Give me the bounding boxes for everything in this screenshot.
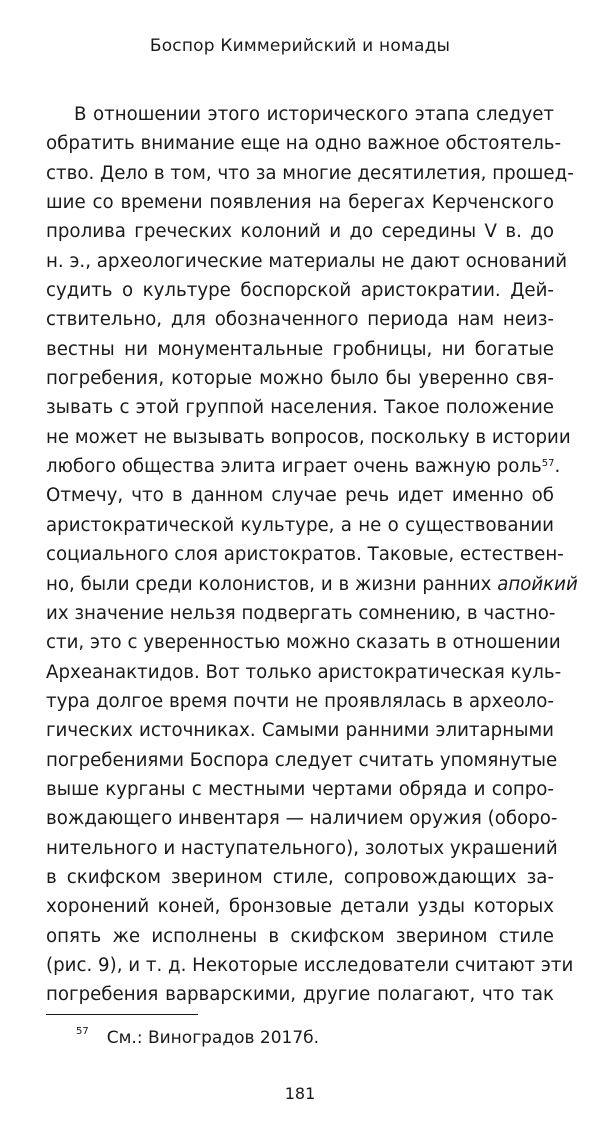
text-line: погребениями Боспора следует считать упомянутые [46, 749, 558, 771]
text-line: ство. Дело в том, что за многие десятилетия, прошед- [46, 162, 574, 184]
footnote-divider [46, 1014, 198, 1015]
text-line: судить о культуре боспорской аристократии. Дей- [46, 280, 554, 302]
text-line: выше курганы с местными чертами обряда и сопро- [46, 778, 554, 800]
footnote-number: 57 [76, 1026, 89, 1037]
page-number: 181 [284, 1084, 316, 1103]
text-line: Археанактидов. Вот только аристократическая куль- [46, 661, 562, 683]
main-text [46, 100, 578, 1010]
text-line-segment: . [554, 456, 561, 478]
text-line: н. э., археологические материалы не дают оснований [46, 250, 568, 272]
footnote-reference[interactable]: 57 [541, 458, 555, 470]
italic-term: апойкий [497, 573, 578, 595]
text-line: зывать с этой группой населения. Такое положение [46, 397, 554, 419]
footnote [76, 1028, 319, 1048]
text-line: пролива греческих колоний и до середины V в. до [46, 221, 554, 243]
text-line: погребения, которые можно было бы уверенно свя- [46, 368, 554, 390]
text-line: сти, это с уверенностью можно сказать в отношении [46, 632, 561, 654]
text-line: их значение нельзя подвергать сомнению, в частно- [46, 602, 556, 624]
text-line-segment: но, были среди колонистов, и в жизни ранних [46, 573, 492, 595]
text-line: тура долгое время почти не проявлялась в археоло- [46, 690, 554, 712]
text-line-with-italic [46, 570, 578, 599]
text-line: аристократической культуре, а не о существовании [46, 514, 554, 536]
text-line: (рис. 9), и т. д. Некоторые исследователи считают эти [46, 954, 574, 976]
text-line-segment: любого общества элита играет очень важную роль [46, 456, 542, 478]
text-line: В отношении этого исторического этапа следует [74, 104, 554, 125]
text-line: не может не вызывать вопросов, поскольку в истории [46, 426, 571, 448]
text-line: хоронений коней, бронзовые детали узды которых [46, 896, 554, 918]
text-line: погребения варварскими, другие полагают, что так [46, 984, 554, 1006]
text-line: вождающего инвентаря — наличием оружия (оборо- [46, 808, 558, 830]
text-line: нительного и наступательного), золотых украшений [46, 837, 558, 859]
text-line: шие со времени появления на берегах Керченского [46, 192, 554, 214]
text-line: социального слоя аристократов. Таковые, естествен- [46, 544, 564, 566]
text-line: опять же исполнены в скифском зверином стиле [46, 925, 554, 947]
text-line: Отмечу, что в данном случае речь идет именно об [46, 485, 554, 507]
text-line: гических источниках. Самыми ранними элитарными [46, 720, 554, 742]
text-line: вестны ни монументальные гробницы, ни богатые [46, 338, 554, 360]
text-line: в скифском зверином стиле, сопровождающих за- [46, 866, 554, 888]
footnote-text: См.: Виноградов 2017б. [106, 1028, 320, 1048]
text-line: обратить внимание еще на одно важное обстоятель- [46, 133, 562, 155]
running-header: Боспор Киммерийский и номады [149, 36, 451, 56]
text-line-with-footnote [46, 452, 561, 481]
text-line: ствительно, для обозначенного периода нам неиз- [46, 309, 554, 331]
